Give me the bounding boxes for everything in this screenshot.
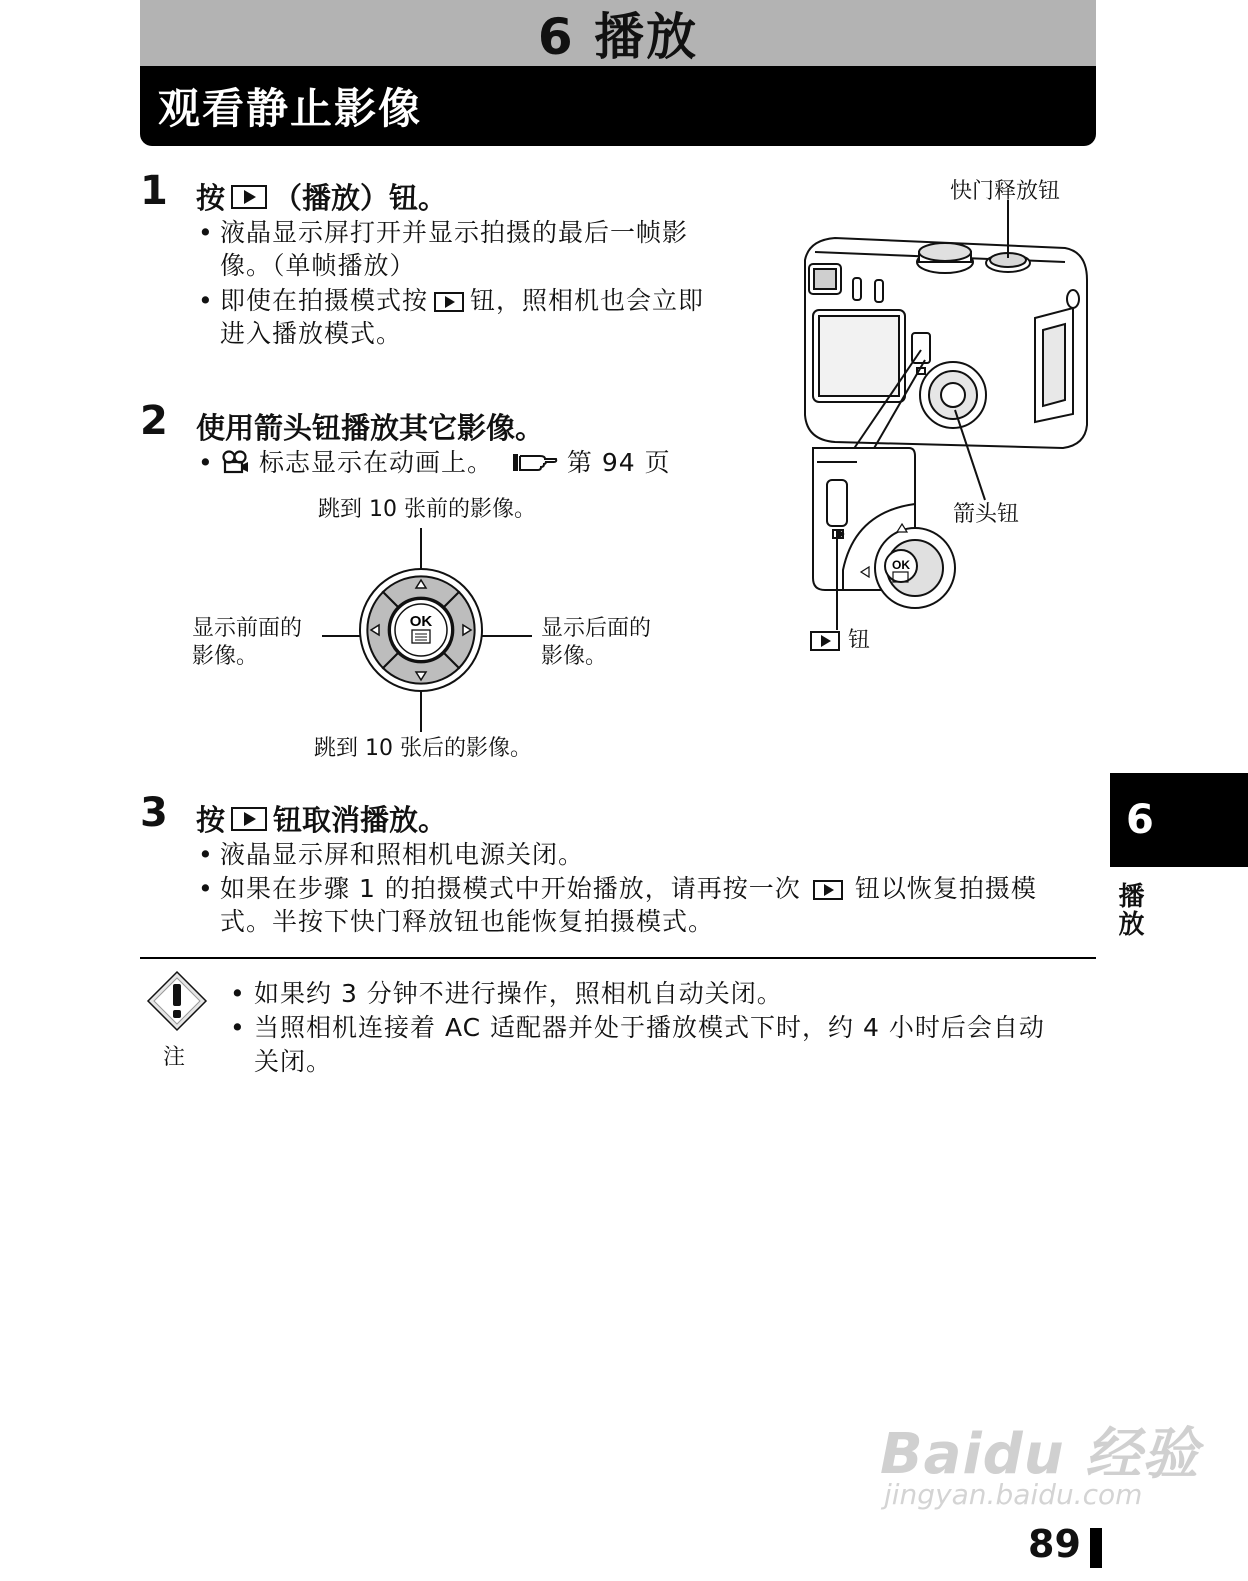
camera-illustration	[795, 200, 1095, 630]
note-bullet-2: • 当照相机连接着 AC 适配器并处于播放模式下时，约 4 小时后会自动 关闭。	[254, 1011, 1045, 1079]
dial-down-label: 跳到 10 张后的影像。	[314, 736, 532, 761]
bullet-text: 标志显示在动画上。	[258, 448, 493, 477]
label-line: 影像。	[192, 644, 259, 669]
watermark-logo: Baidu 经验	[880, 1422, 1200, 1487]
label-line: 显示后面的	[541, 616, 652, 641]
chapter-tab: 6	[1110, 773, 1248, 867]
step-2-number: 2	[140, 398, 168, 444]
dial-left-label	[192, 615, 302, 671]
watermark-url: jingyan.baidu.com	[884, 1478, 1143, 1511]
bullet-line: 进入播放模式。	[220, 319, 403, 348]
ok-label: OK	[409, 613, 433, 630]
label-line: 影像。	[541, 644, 608, 669]
step-3-title-post: 钮取消播放。	[273, 803, 448, 837]
step-3-bullet-2: • 如果在步骤 1 的拍摄模式中开始播放，请再按一次 钮以恢复拍摄模 式。半按下快门释放钮也能恢复拍摄模式。	[220, 872, 1100, 938]
label-text: 钮	[848, 628, 871, 653]
arrow-button-label: 箭头钮	[953, 502, 1020, 527]
bullet-line: 当照相机连接着 AC 适配器并处于播放模式下时，约 4 小时后会自动	[254, 1013, 1045, 1042]
step-1-number: 1	[140, 168, 168, 214]
caution-icon	[146, 970, 208, 1032]
step-3-bullet-1: • 液晶显示屏和照相机电源关闭。	[198, 840, 585, 869]
bullet-line: 如果约 3 分钟不进行操作，照相机自动关闭。	[254, 979, 783, 1008]
step-1-title	[196, 176, 447, 217]
shutter-button-label: 快门释放钮	[950, 179, 1061, 204]
play-icon	[813, 880, 843, 900]
step-3-number: 3	[140, 790, 168, 836]
label-line: 显示前面的	[192, 616, 303, 641]
play-button-label	[810, 627, 870, 655]
bullet-text: 如果在步骤 1 的拍摄模式中开始播放，请再按一次	[220, 874, 801, 903]
leader-line	[322, 635, 360, 637]
bullet-line: 关闭。	[254, 1047, 333, 1076]
step-3-title	[196, 798, 447, 839]
leader-line	[482, 635, 532, 637]
dial-up-label: 跳到 10 张前的影像。	[318, 497, 536, 522]
bullet-line: 像。（单帧播放）	[220, 251, 416, 280]
play-icon	[231, 185, 267, 209]
bullet-text: 即使在拍摄模式按	[220, 286, 429, 315]
step-1-bullet-2: • 即使在拍摄模式按 钮，照相机也会立即 进入播放模式。	[220, 284, 780, 350]
note-caption: 注	[163, 1045, 186, 1070]
arrow-pad-diagram	[330, 520, 510, 740]
dial-right-label	[541, 615, 651, 671]
ok-label: OK	[892, 558, 910, 572]
bullet-text: 钮以恢复拍摄模	[854, 874, 1037, 903]
bullet-line: 液晶显示屏打开并显示拍摄的最后一帧影	[220, 218, 689, 247]
step-3-title-pre: 按	[196, 803, 226, 837]
chapter-title: 6 播放	[140, 0, 1096, 66]
bullet-text: 钮，照相机也会立即	[470, 286, 705, 315]
page-number-bar	[1090, 1528, 1102, 1568]
step-1-bullet-1: • 液晶显示屏打开并显示拍摄的最后一帧影 像。（单帧播放）	[220, 216, 760, 282]
page-reference: 第 94 页	[566, 448, 671, 477]
page-number: 89	[1028, 1522, 1081, 1566]
play-icon	[434, 292, 464, 312]
divider	[140, 957, 1096, 959]
chapter-tab-text: 播放	[1114, 882, 1144, 938]
bullet-line: 式。半按下快门释放钮也能恢复拍摄模式。	[220, 907, 715, 936]
step-2-title: 使用箭头钮播放其它影像。	[196, 411, 545, 445]
movie-icon	[220, 450, 250, 474]
step-1-title-pre: 按	[196, 181, 226, 215]
bullet-line: 液晶显示屏和照相机电源关闭。	[220, 840, 585, 869]
play-icon	[231, 807, 267, 831]
step-1-title-post: （播放）钮。	[273, 181, 448, 215]
play-icon	[810, 631, 840, 651]
reference-hand-icon	[512, 451, 558, 473]
step-2-bullet: • 标志显示在动画上。 第 94 页	[198, 448, 671, 477]
section-title: 观看静止影像	[140, 66, 1096, 146]
note-bullet-1: • 如果约 3 分钟不进行操作，照相机自动关闭。	[254, 977, 783, 1011]
